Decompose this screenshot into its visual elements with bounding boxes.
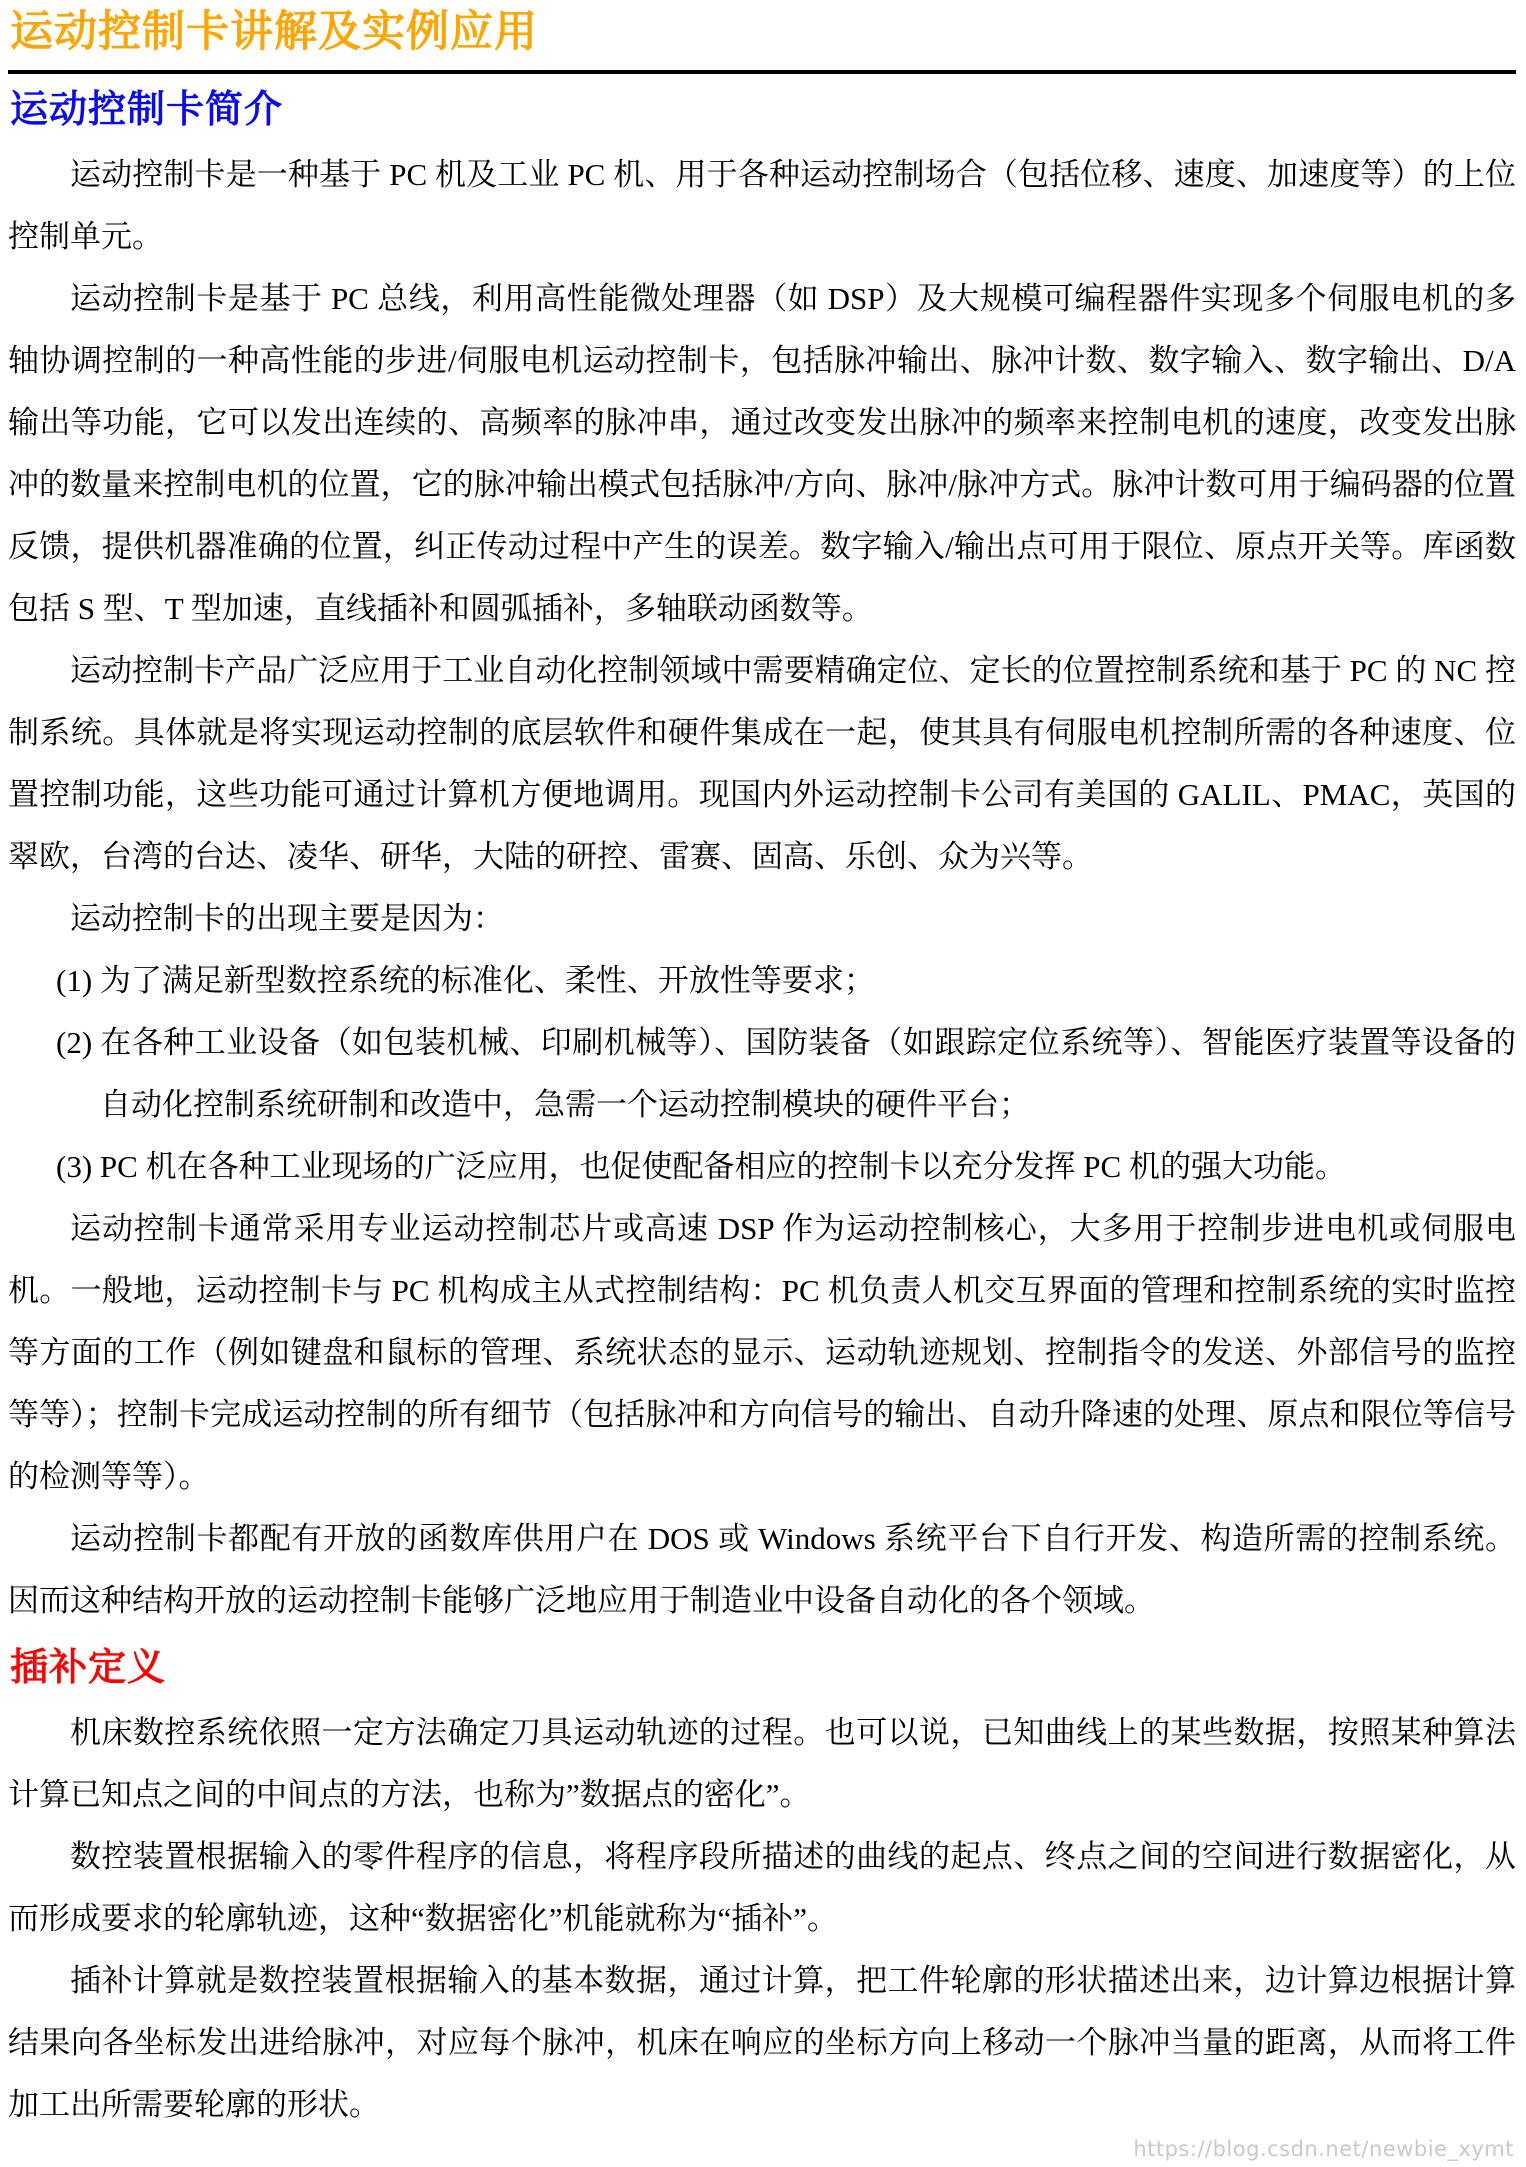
numbered-item: (1) 为了满足新型数控系统的标准化、柔性、开放性等要求； (56, 963, 875, 998)
section-body-interpolation-definition (8, 1702, 1516, 2136)
paragraph: 运动控制卡的出现主要是因为： (70, 901, 504, 936)
section-body-motion-control-card-intro (8, 144, 1516, 1632)
title-divider (8, 70, 1516, 74)
paragraph: 机床数控系统依照一定方法确定刀具运动轨迹的过程。也可以说，已知曲线上的某些数据，按照某种算法计算已知点之间的中间点的方法，也称为”数据点的密化”。 (8, 1715, 1516, 1812)
watermark-url: https://blog.csdn.net/newbie_xymt (1133, 2137, 1514, 2161)
section-heading-interpolation-definition: 插补定义 (10, 1647, 167, 1689)
paragraph: 插补计算就是数控装置根据输入的基本数据，通过计算，把工件轮廓的形状描述出来，边计算边根据计算结果向各坐标发出进给脉冲，对应每个脉冲，机床在响应的坐标方向上移动一个脉冲当量的距离，从而将工件加工出所需要轮廓的形状。 (8, 1963, 1516, 2122)
page-title: 运动控制卡讲解及实例应用 (10, 8, 538, 56)
paragraph: 运动控制卡都配有开放的函数库供用户在 DOS 或 Windows 系统平台下自行开发、构造所需的控制系统。因而这种结构开放的运动控制卡能够广泛地应用于制造业中设备自动化的各个领域。 (8, 1521, 1516, 1618)
paragraph: 运动控制卡是一种基于 PC 机及工业 PC 机、用于各种运动控制场合（包括位移、速度、加速度等）的上位控制单元。 (8, 157, 1516, 254)
numbered-item: (3) PC 机在各种工业现场的广泛应用，也促使配备相应的控制卡以充分发挥 PC 机的强大功能。 (56, 1149, 1346, 1184)
section-heading-motion-control-card-intro: 运动控制卡简介 (10, 89, 284, 131)
paragraph: 运动控制卡通常采用专业运动控制芯片或高速 DSP 作为运动控制核心，大多用于控制步进电机或伺服电机。一般地，运动控制卡与 PC 机构成主从式控制结构：PC 机负责人机交互界面的管理和控制系统的实时监控等方面的工作（例如键盘和鼠标的管理、系统状态的显示、运动轨迹规划、控制指令的发送、外部信号的监控等等）；控制卡完成运动控制的所有细节（包括脉冲和方向信号的输出、自动升降速的处理、原点和限位等信号的检测等等）。 (8, 1211, 1516, 1494)
numbered-item: (2) 在各种工业设备（如包装机械、印刷机械等）、国防装备（如跟踪定位系统等）、智能医疗装置等设备的自动化控制系统研制和改造中，急需一个运动控制模块的硬件平台； (56, 1025, 1516, 1122)
paragraph: 运动控制卡产品广泛应用于工业自动化控制领域中需要精确定位、定长的位置控制系统和基于 PC 的 NC 控制系统。具体就是将实现运动控制的底层软件和硬件集成在一起，使其具有伺服电机控制所需的各种速度、位置控制功能，这些功能可通过计算机方便地调用。现国内外运动控制卡公司有美国的 GALIL、PMAC，英国的翠欧，台湾的台达、凌华、研华，大陆的研控、雷赛、固高、乐创、众为兴等。 (8, 653, 1516, 874)
paragraph: 运动控制卡是基于 PC 总线，利用高性能微处理器（如 DSP）及大规模可编程器件实现多个伺服电机的多轴协调控制的一种高性能的步进/伺服电机运动控制卡，包括脉冲输出、脉冲计数、数字输入、数字输出、D/A 输出等功能，它可以发出连续的、高频率的脉冲串，通过改变发出脉冲的频率来控制电机的速度，改变发出脉冲的数量来控制电机的位置，它的脉冲输出模式包括脉冲/方向、脉冲/脉冲方式。脉冲计数可用于编码器的位置反馈，提供机器准确的位置，纠正传动过程中产生的误差。数字输入/输出点可用于限位、原点开关等。库函数包括 S 型、T 型加速，直线插补和圆弧插补，多轴联动函数等。 (8, 281, 1516, 626)
paragraph: 数控装置根据输入的零件程序的信息，将程序段所描述的曲线的起点、终点之间的空间进行数据密化，从而形成要求的轮廓轨迹，这种“数据密化”机能就称为“插补”。 (8, 1839, 1516, 1936)
